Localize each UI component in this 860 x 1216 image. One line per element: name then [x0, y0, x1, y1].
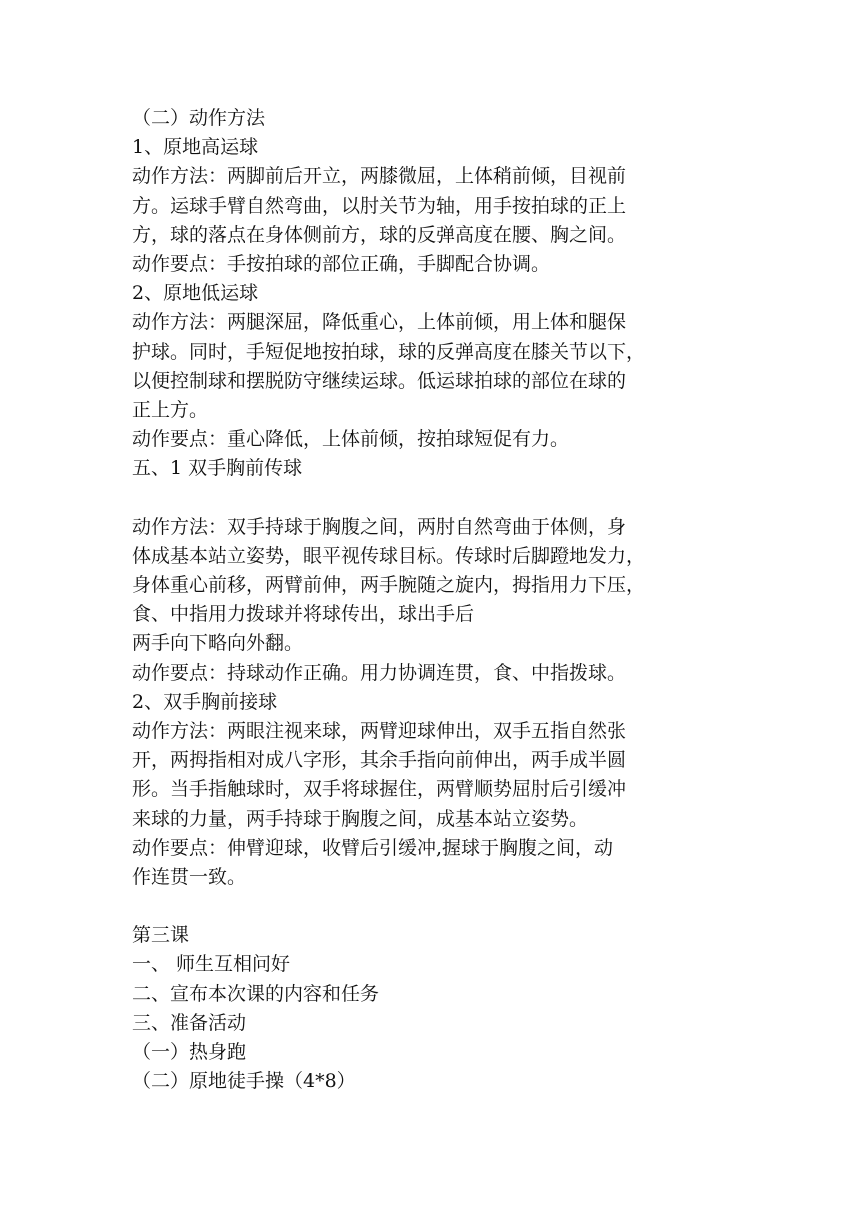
paragraph-line: 动作要点：伸臂迎球，收臂后引缓冲,握球于胸腹之间，动 — [132, 836, 614, 859]
paragraph-line: 两手向下略向外翻。 — [132, 632, 304, 655]
list-item: 二、宣布本次课的内容和任务 — [132, 982, 380, 1005]
paragraph-line: 作连贯一致。 — [132, 865, 247, 888]
paragraph-line: 动作要点：重心降低，上体前倾，按拍球短促有力。 — [132, 428, 570, 451]
paragraph-line: 食、中指用力拨球并将球传出，球出手后 — [132, 603, 475, 626]
subsection-heading: 2、原地低运球 — [132, 282, 259, 305]
list-item: （一）热身跑 — [132, 1041, 247, 1063]
paragraph-line: 开，两拇指相对成八字形，其余手指向前伸出，两手成半圆 — [132, 749, 627, 772]
list-item: 三、准备活动 — [132, 1011, 247, 1034]
paragraph-line: 动作要点：手按拍球的部位正确，手脚配合协调。 — [132, 252, 551, 275]
list-item: （二）原地徒手操（4*8） — [132, 1070, 356, 1093]
paragraph-line: 正上方。 — [132, 398, 209, 421]
section-heading: （二）动作方法 — [132, 107, 266, 129]
lesson-heading: 第三课 — [132, 924, 190, 947]
paragraph-line: 动作方法：双手持球于胸腹之间，两肘自然弯曲于体侧，身 — [132, 515, 627, 538]
paragraph-line: 形。当手指触球时，双手将球握住，两臂顺势屈肘后引缓冲 — [132, 778, 627, 801]
paragraph-line: 动作方法：两脚前后开立，两膝微屈，上体稍前倾，目视前 — [132, 165, 627, 188]
subsection-heading: 2、双手胸前接球 — [132, 690, 278, 713]
blank-line — [132, 483, 732, 512]
paragraph-line: 身体重心前移，两臂前伸，两手腕随之旋内，拇指用力下压， — [132, 574, 646, 596]
paragraph-line: 方，球的落点在身体侧前方，球的反弹高度在腰、胸之间。 — [132, 223, 627, 246]
document-body — [132, 104, 732, 1096]
paragraph-line: 来球的力量，两手持球于胸腹之间，成基本站立姿势。 — [132, 807, 589, 830]
paragraph-line: 方。运球手臂自然弯曲，以肘关节为轴，用手按拍球的正上 — [132, 194, 627, 217]
blank-line — [132, 892, 732, 921]
subsection-heading: 1、原地高运球 — [132, 136, 259, 159]
paragraph-line: 动作要点：持球动作正确。用力协调连贯，食、中指拨球。 — [132, 661, 627, 684]
paragraph-line: 以便控制球和摆脱防守继续运球。低运球拍球的部位在球的 — [132, 369, 627, 392]
paragraph-line: 体成基本站立姿势，眼平视传球目标。传球时后脚蹬地发力， — [132, 544, 646, 567]
paragraph-line: 动作方法：两眼注视来球，两臂迎球伸出，双手五指自然张 — [132, 719, 627, 742]
paragraph-line: 动作方法：两腿深屈，降低重心，上体前倾，用上体和腿保 — [132, 311, 627, 334]
list-item: 一、 师生互相问好 — [132, 953, 291, 976]
paragraph-line: 护球。同时，手短促地按拍球，球的反弹高度在膝关节以下， — [132, 340, 646, 363]
section-heading: 五、1 双手胸前传球 — [132, 457, 303, 480]
